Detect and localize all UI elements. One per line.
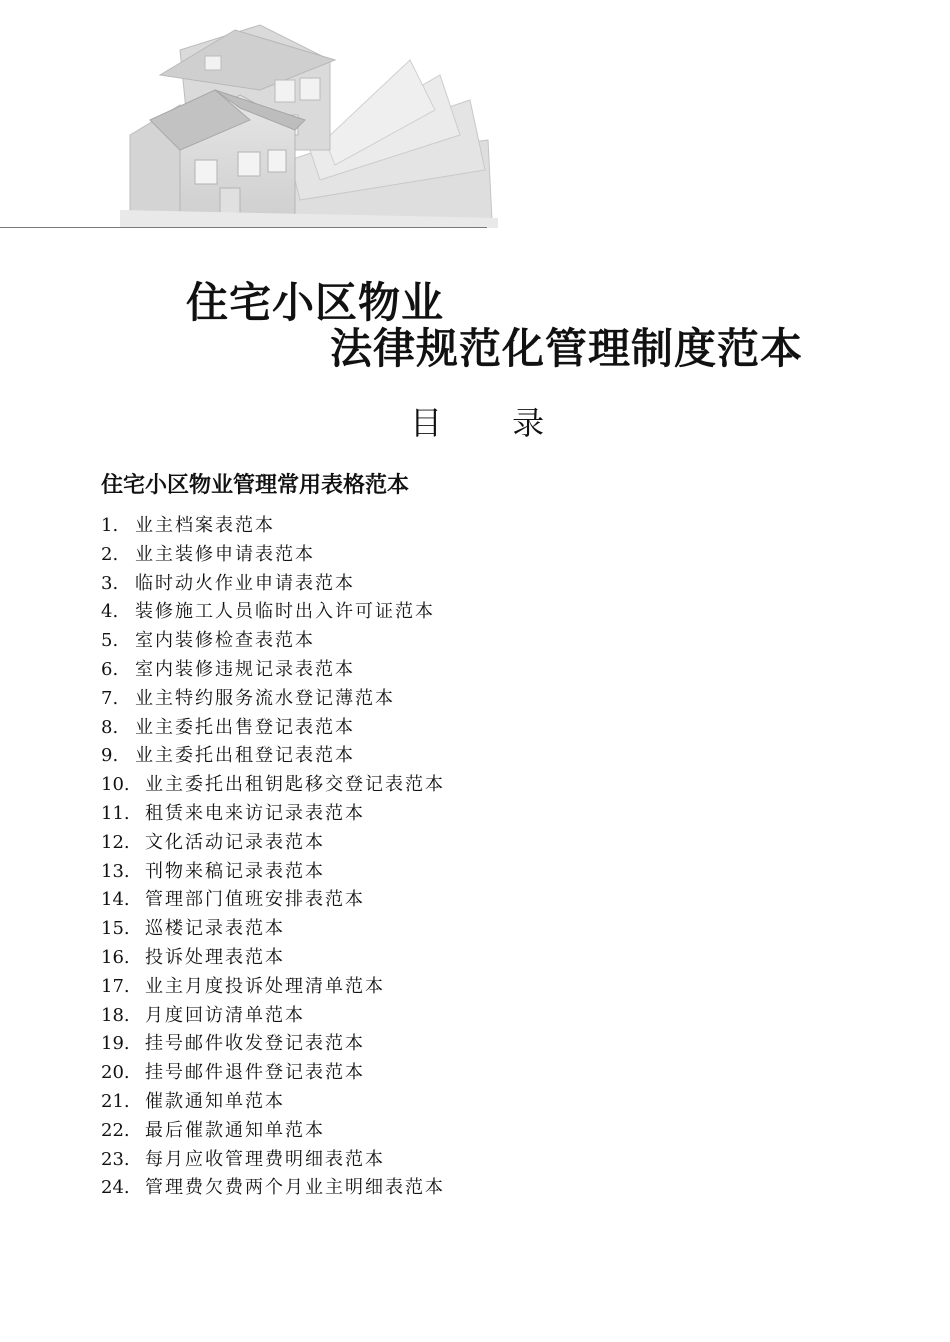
toc-item (101, 627, 445, 656)
toc-item (101, 1146, 445, 1175)
toc-item (101, 512, 445, 541)
toc-item-text: 文化活动记录表范本 (145, 831, 325, 853)
toc-item-number: 14. (101, 889, 130, 911)
toc-item-text: 巡楼记录表范本 (145, 918, 285, 940)
toc-item-text: 业主月度投诉处理清单范本 (145, 975, 385, 997)
toc-item-text: 催款通知单范本 (145, 1090, 285, 1112)
toc-item-number: 18. (101, 1004, 130, 1026)
toc-item (101, 541, 445, 570)
toc-item (101, 1030, 445, 1059)
toc-item-text: 管理费欠费两个月业主明细表范本 (145, 1177, 445, 1199)
toc-item-number: 10. (101, 774, 130, 796)
toc-item-text: 业主装修申请表范本 (135, 543, 315, 565)
toc-item-number: 17. (101, 975, 130, 997)
toc-item (101, 570, 445, 599)
toc-item (101, 714, 445, 743)
toc-item-text: 业主委托出售登记表范本 (135, 716, 355, 738)
toc-item-text: 临时动火作业申请表范本 (135, 572, 355, 594)
toc-item-text: 最后催款通知单范本 (145, 1119, 325, 1141)
toc-item (101, 829, 445, 858)
toc-item-number: 12. (101, 831, 130, 853)
toc-heading: 目 录 (410, 404, 575, 442)
toc-item-number: 11. (101, 802, 130, 824)
header-rule (0, 227, 487, 228)
toc-item-text: 室内装修检查表范本 (135, 630, 315, 652)
house-illustration-icon (120, 20, 498, 228)
toc-item-number: 4. (101, 601, 119, 623)
toc-item-number: 24. (101, 1177, 130, 1199)
toc-item-number: 23. (101, 1148, 130, 1170)
toc-item-number: 1. (101, 515, 119, 536)
toc-item (101, 742, 445, 771)
toc-item-text: 月度回访清单范本 (145, 1004, 305, 1026)
toc-item-number: 19. (101, 1033, 130, 1055)
document-title-line2: 法律规范化管理制度范本 (330, 324, 804, 373)
toc-item-number: 15. (101, 918, 130, 940)
toc-item-text: 室内装修违规记录表范本 (135, 658, 355, 680)
toc-item (101, 656, 445, 685)
toc-item-text: 业主档案表范本 (135, 515, 275, 536)
toc-item-text: 挂号邮件收发登记表范本 (145, 1033, 365, 1055)
toc-item-text: 装修施工人员临时出入许可证范本 (135, 601, 435, 623)
toc-item-number: 5. (101, 630, 119, 652)
toc-item-text: 刊物来稿记录表范本 (145, 860, 325, 882)
toc-list (101, 512, 445, 1203)
toc-item-number: 2. (101, 543, 119, 565)
toc-item-text: 每月应收管理费明细表范本 (145, 1148, 385, 1170)
toc-item-text: 业主委托出租登记表范本 (135, 745, 355, 767)
toc-item (101, 685, 445, 714)
toc-item (101, 1002, 445, 1031)
toc-item (101, 858, 445, 887)
toc-item (101, 915, 445, 944)
document-title-line1: 住宅小区物业 (186, 278, 445, 327)
toc-item (101, 886, 445, 915)
toc-item-number: 7. (101, 687, 119, 709)
toc-item (101, 800, 445, 829)
toc-item-text: 业主委托出租钥匙移交登记表范本 (145, 774, 445, 796)
toc-item (101, 1088, 445, 1117)
toc-item-text: 挂号邮件退件登记表范本 (145, 1062, 365, 1084)
toc-item-text: 租赁来电来访记录表范本 (145, 802, 365, 824)
toc-item (101, 1174, 445, 1203)
toc-item-text: 业主特约服务流水登记薄范本 (135, 687, 395, 709)
toc-item-text: 投诉处理表范本 (145, 946, 285, 968)
toc-item-text: 管理部门值班安排表范本 (145, 889, 365, 911)
section-title: 住宅小区物业管理常用表格范本 (101, 472, 410, 498)
toc-item-number: 9. (101, 745, 119, 767)
toc-item-number: 6. (101, 658, 119, 680)
toc-item (101, 1059, 445, 1088)
toc-item-number: 22. (101, 1119, 130, 1141)
toc-item-number: 20. (101, 1062, 130, 1084)
toc-item (101, 771, 445, 800)
toc-item (101, 1117, 445, 1146)
toc-item-number: 16. (101, 946, 130, 968)
toc-item-number: 3. (101, 572, 119, 594)
toc-item (101, 598, 445, 627)
toc-item-number: 8. (101, 716, 119, 738)
toc-item (101, 973, 445, 1002)
toc-item (101, 944, 445, 973)
toc-item-number: 13. (101, 860, 130, 882)
toc-item-number: 21. (101, 1090, 130, 1112)
